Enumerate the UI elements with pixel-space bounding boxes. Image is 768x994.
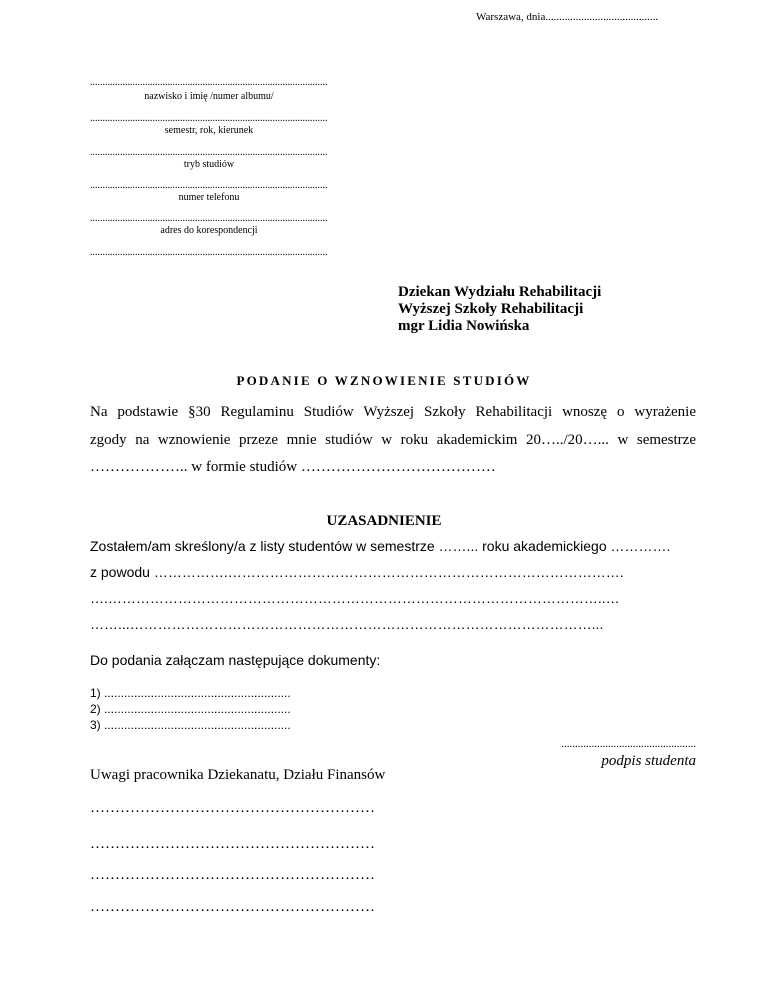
attachment-item-2[interactable]: 2) ........................................................ — [90, 702, 291, 716]
addressee-line-2: Wyższej Szkoły Rehabilitacji — [398, 301, 584, 317]
justification-heading: UZASADNIENIE — [326, 513, 442, 529]
document-title: PODANIE O WZNOWIENIE STUDIÓW — [236, 373, 532, 388]
signature-dots[interactable]: ................................................. — [561, 738, 696, 750]
request-line-3: ……………….. w formie studiów ………………………………… — [90, 459, 496, 475]
signature-label: podpis studenta — [601, 753, 696, 769]
field-semester-dots[interactable]: ............................................................................................... — [90, 113, 328, 124]
field-semester-caption: semestr, rok, kierunek — [164, 125, 254, 136]
office-notes-label: Uwagi pracownika Dziekanatu, Działu Finansów — [90, 767, 386, 783]
request-line-2: zgody na wznowienie przeze mnie studiów w roku akademickim 20…../20…... w semestrze — [90, 432, 696, 448]
office-notes-line-3[interactable]: ………………………………………………… — [90, 867, 375, 883]
addressee-line-1: Dziekan Wydziału Rehabilitacji — [398, 284, 602, 300]
request-line-1: Na podstawie §30 Regulaminu Studiów Wyższej Szkoły Rehabilitacji wnoszę o wyrażenie — [90, 404, 696, 420]
justification-line-4: ……...………………………………………………………………………………………... — [90, 616, 604, 632]
field-phone-dots[interactable]: ............................................................................................... — [90, 180, 328, 191]
field-mode-caption: tryb studiów — [183, 159, 235, 170]
field-mode-dots[interactable]: ............................................................................................... — [90, 147, 328, 158]
field-address-extra-dots[interactable]: ............................................................................................... — [90, 247, 328, 258]
field-address-caption: adres do korespondencji — [160, 225, 258, 236]
office-notes-line-2[interactable]: ………………………………………………… — [90, 836, 375, 852]
office-notes-line-4[interactable]: ………………………………………………… — [90, 899, 375, 915]
office-notes-line-1[interactable]: ………………………………………………… — [90, 800, 375, 816]
field-name-dots[interactable]: ............................................................................................... — [90, 77, 328, 88]
justification-line-2: z powodu …………….…………………………………………………………………………. — [90, 564, 624, 580]
field-address-dots[interactable]: ............................................................................................... — [90, 213, 328, 224]
field-phone-caption: numer telefonu — [178, 192, 240, 203]
place-date-line[interactable]: Warszawa, dnia......................................... — [476, 11, 659, 23]
field-name-caption: nazwisko i imię /numer albumu/ — [144, 91, 274, 102]
attachment-item-3[interactable]: 3) ........................................................ — [90, 718, 291, 732]
attachments-intro: Do podania załączam następujące dokumenty: — [90, 652, 381, 668]
addressee-line-3: mgr Lidia Nowińska — [398, 318, 530, 334]
attachment-item-1[interactable]: 1) ........................................................ — [90, 686, 291, 700]
justification-line-1: Zostałem/am skreślony/a z listy studentów w semestrze ……... roku akademickiego …………. — [90, 538, 671, 554]
justification-line-3: ….……………………………………………………………………………………………..… — [90, 590, 620, 606]
